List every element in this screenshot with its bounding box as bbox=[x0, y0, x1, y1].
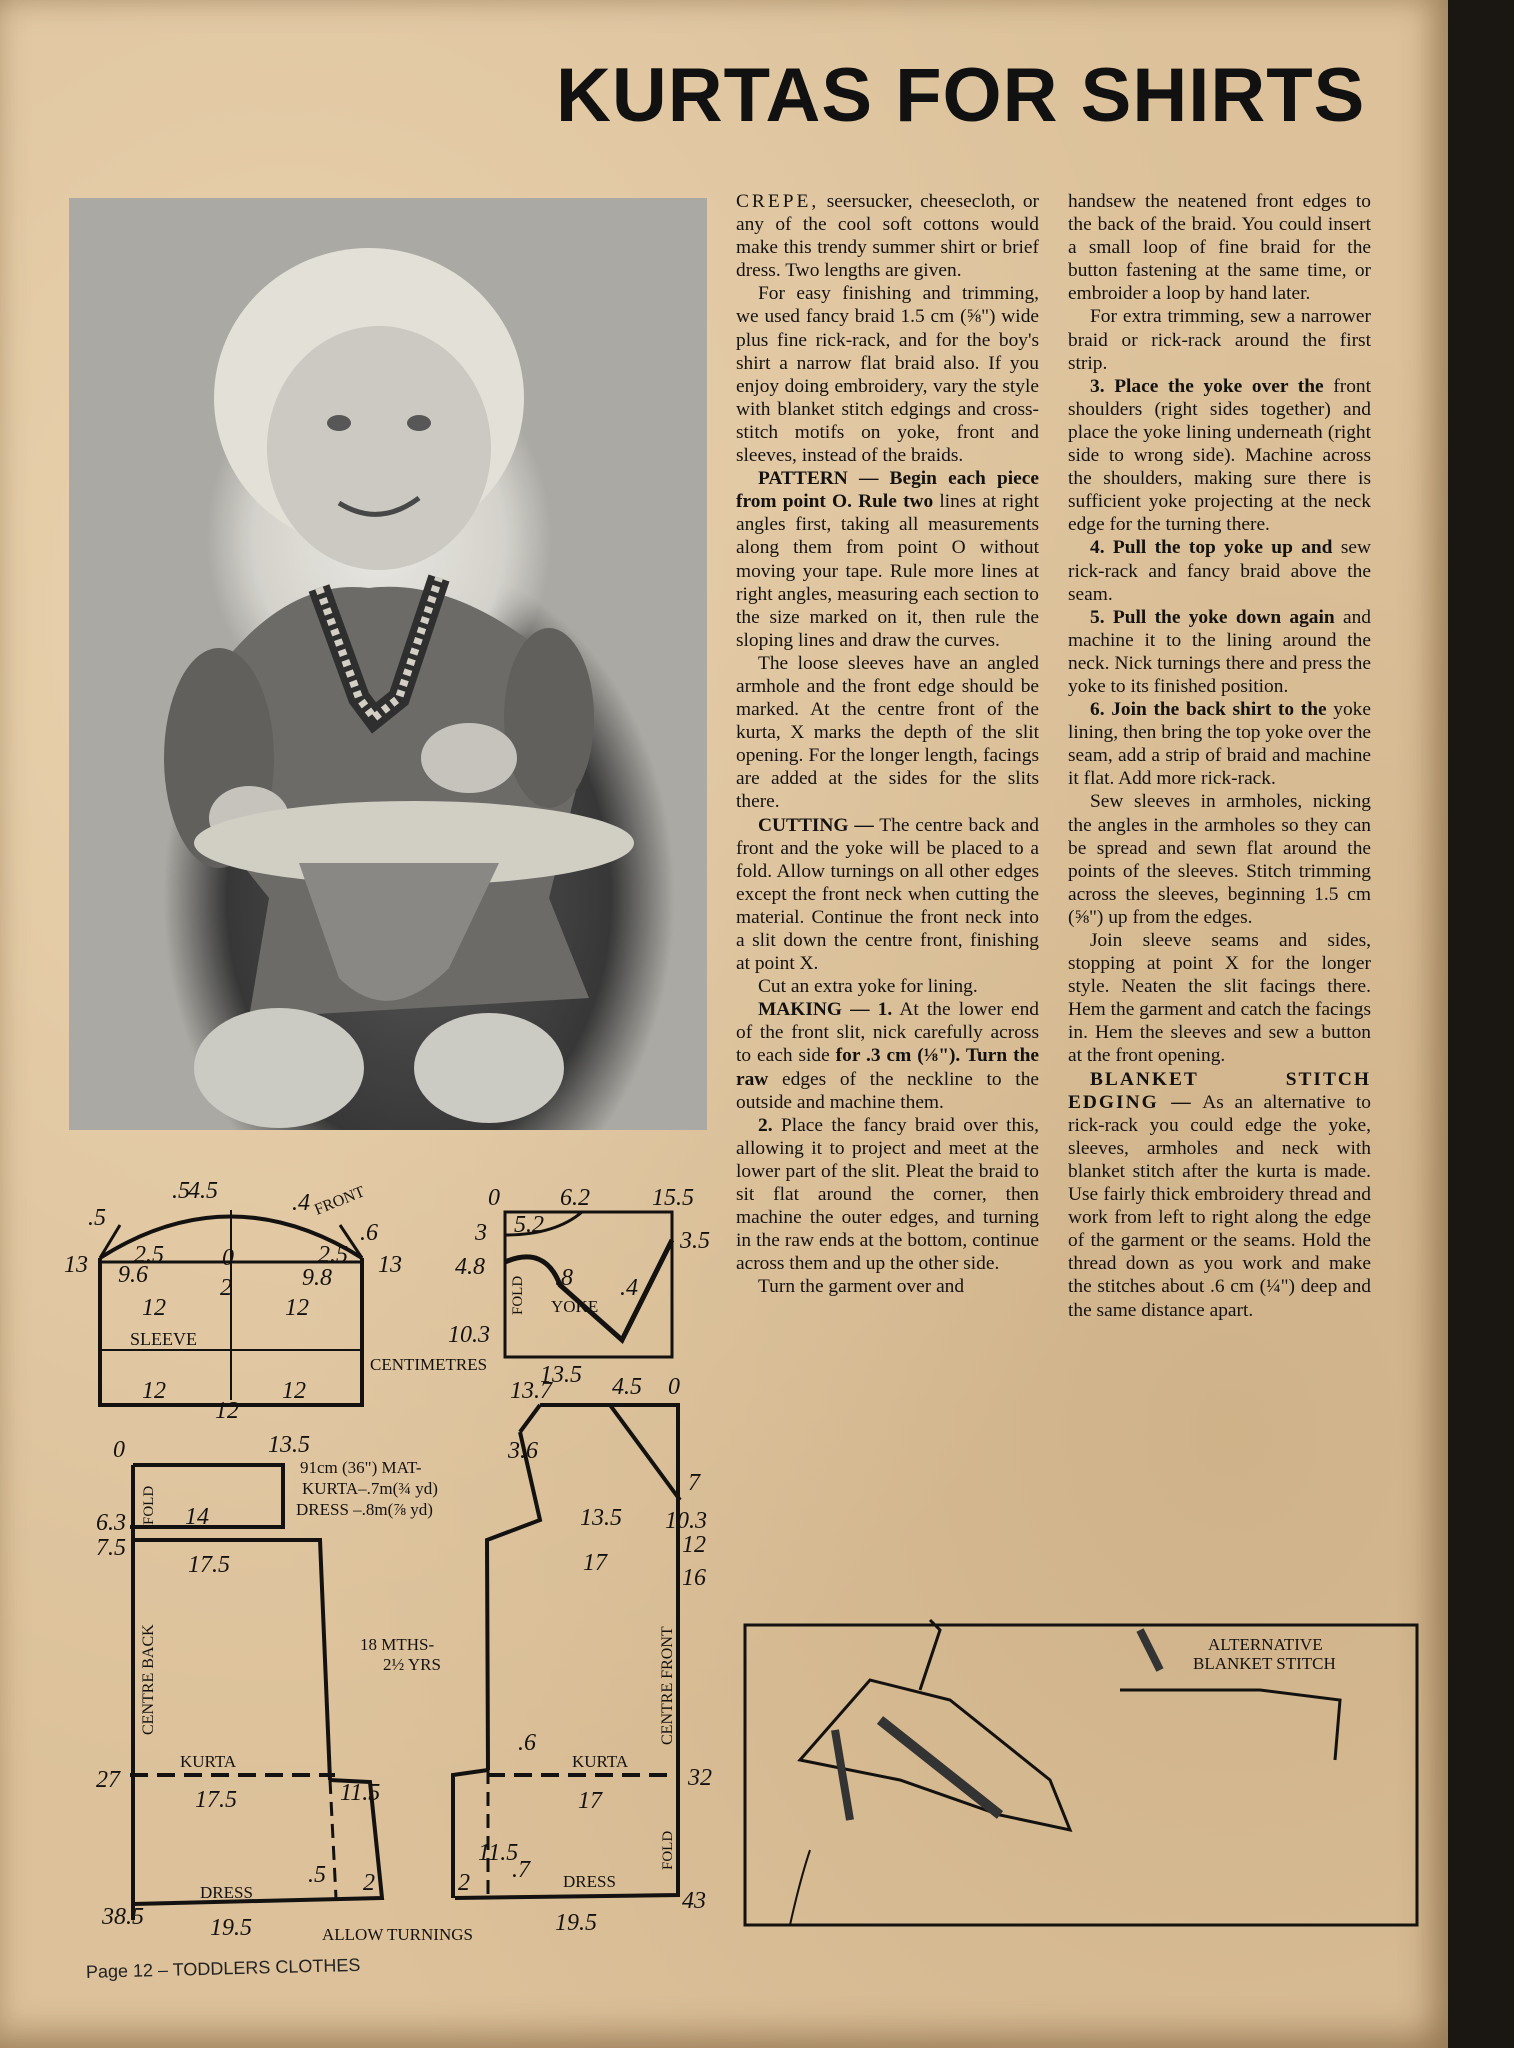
back-measurement: 19.5 bbox=[210, 1915, 252, 1941]
yoke-measurement: 15.5 bbox=[652, 1185, 694, 1211]
materials-line-2: KURTA–.7m(¾ yd) bbox=[302, 1479, 438, 1498]
paragraph-text: The centre back and front and the yoke will be placed to a fold. Allow turnings on all other edges except the front neck when cutting the material. Continue the front neck into a slit down the centre front, finishing at point X. bbox=[736, 814, 1040, 975]
materials-line-3: DRESS –.8m(⅞ yd) bbox=[296, 1500, 433, 1519]
front-fold-label: FOLD bbox=[660, 1830, 676, 1870]
sleeve-measurement: 2.5 bbox=[134, 1242, 164, 1268]
units-label: CENTIMETRES bbox=[370, 1355, 488, 1374]
yoke-measurement: .8 bbox=[555, 1265, 573, 1291]
front-pattern bbox=[453, 1405, 680, 1898]
front-measurement: 13.5 bbox=[580, 1505, 622, 1531]
paragraph-text: As an alternative to rick-rack you could edge the yoke, sleeves, armholes and neck with blanket stitch after the kurta is made. Use fairly thick embroidery thread and work from left to right along the edge of the garment or the seams. Hold the thread down as you work and make the stitches about .6 cm (¼") deep and the same distance apart. bbox=[1068, 1091, 1372, 1321]
paragraph-text: Cut an extra yoke for lining. bbox=[758, 976, 978, 998]
back-fold-label: FOLD bbox=[141, 1485, 157, 1525]
sleeve-measurement: 2 bbox=[220, 1275, 232, 1301]
paragraph-text: At the lower end of the front slit, nick carefully across to each side bbox=[736, 999, 1039, 1067]
step-number: 2. bbox=[758, 1114, 773, 1136]
back-measurement: 11.5 bbox=[340, 1780, 381, 1806]
front-measurement: 7 bbox=[688, 1470, 700, 1496]
back-kurta-label: KURTA bbox=[180, 1752, 237, 1771]
stitch-label-1: ALTERNATIVE bbox=[1208, 1635, 1323, 1654]
yoke-measurement: 10.3 bbox=[448, 1322, 490, 1348]
front-measurement: 3.6 bbox=[508, 1438, 538, 1464]
paragraph-text: Turn the garment over and bbox=[758, 1276, 965, 1298]
yoke-measurement: 6.2 bbox=[560, 1185, 590, 1211]
sleeve-measurement: 13 bbox=[64, 1252, 88, 1278]
paragraph-text: and machine it to the lining around the neck. Nick turnings there and press the yoke to its finished position. bbox=[1068, 606, 1371, 697]
paragraph-text: seersucker, cheesecloth, or any of the cool soft cottons would make this trendy summer shirt or brief dress. Two lengths are given. bbox=[736, 191, 1039, 282]
front-measurement: 17 bbox=[578, 1788, 602, 1814]
back-measurement: 13.5 bbox=[268, 1432, 310, 1458]
lead-word: CREPE, bbox=[736, 191, 820, 212]
front-measurement: 16 bbox=[682, 1565, 706, 1591]
yoke-measurement: 0 bbox=[488, 1185, 500, 1211]
front-measurement: 17 bbox=[583, 1550, 607, 1576]
yoke-title: YOKE bbox=[551, 1297, 599, 1316]
front-measurement: .6 bbox=[518, 1730, 536, 1756]
sleeve-pattern bbox=[100, 1210, 362, 1405]
sleeve-title: SLEEVE bbox=[130, 1329, 197, 1349]
size-line-2: 2½ YRS bbox=[383, 1655, 441, 1674]
step-5-bold: 5. Pull the yoke down again bbox=[1090, 606, 1335, 628]
paragraph-bold: Begin each piece from point O. Rule two bbox=[736, 468, 1039, 513]
yoke-fold-label: FOLD bbox=[510, 1275, 526, 1315]
back-measurement: 38.5 bbox=[102, 1904, 144, 1930]
stitch-label-2: BLANKET STITCH bbox=[1193, 1654, 1336, 1673]
back-measurement: 14 bbox=[185, 1504, 209, 1530]
paragraph-text: edges of the neckline to the outside and machine them. bbox=[736, 1068, 1039, 1113]
sleeve-measurement: 12 bbox=[142, 1295, 166, 1321]
paragraph-text: handsew the neatened front edges to the back of the braid. You could insert a small loop of fine braid for the button fastening at the same time, or embroider a loop by hand later. bbox=[1068, 191, 1371, 305]
size-line-1: 18 MTHS- bbox=[360, 1635, 435, 1654]
back-measurement: 27 bbox=[96, 1767, 120, 1793]
paragraph-text: Place the fancy braid over this, allowing it to project and meet at the lower part of the slit. Pleat the braid to sit flat around the corner, then machine the outer edges, and turning in the raw ends at the bottom, continue across them and up the other side. bbox=[736, 1114, 1040, 1275]
sleeve-measurement: 9.6 bbox=[118, 1262, 148, 1288]
front-measurement: 32 bbox=[688, 1765, 712, 1791]
paragraph-text: sew rick-rack and fancy braid above the seam. bbox=[1068, 537, 1371, 605]
sleeve-measurement: .5 bbox=[172, 1178, 190, 1204]
sleeve-measurement: 12 bbox=[285, 1295, 309, 1321]
front-kurta-label: KURTA bbox=[572, 1752, 629, 1771]
yoke-measurement: 13.5 bbox=[540, 1362, 582, 1388]
back-measurement: 17.5 bbox=[195, 1787, 237, 1813]
front-measurement: .7 bbox=[512, 1857, 530, 1883]
sleeve-measurement: 0 bbox=[222, 1245, 234, 1271]
back-measurement: 17.5 bbox=[188, 1552, 230, 1578]
back-measurement: 7.5 bbox=[96, 1535, 126, 1561]
sleeve-measurement: .4 bbox=[292, 1190, 310, 1216]
sleeve-measurement: .5 bbox=[88, 1205, 106, 1231]
step-4-bold: 4. Pull the top yoke up and bbox=[1090, 537, 1333, 559]
centre-front-label: CENTRE FRONT bbox=[659, 1626, 676, 1745]
centre-back-label: CENTRE BACK bbox=[140, 1624, 157, 1735]
front-measurement: 4.5 bbox=[612, 1374, 642, 1400]
paragraph-text: The loose sleeves have an angled armhole and the front edge should be marked. At the centre front of the kurta, X marks the depth of the slit opening. For the longer length, facings are added at the sides for the slits there. bbox=[736, 652, 1039, 813]
step-6-bold: 6. Join the back shirt to the bbox=[1090, 699, 1327, 721]
sleeve-measurement: 9.8 bbox=[302, 1265, 332, 1291]
front-measurement: 11.5 bbox=[478, 1840, 519, 1866]
page-footer: Page 12 – TODDLERS CLOTHES bbox=[85, 1954, 361, 1982]
paragraph-text: For easy finishing and trimming, we used fancy braid 1.5 cm (⅝") wide plus fine rick-rack, and for the boy's shirt a narrow flat braid also. If you enjoy doing embroidery, vary the style with blanket stitch edgings and cross-stitch motifs on yoke, front and sleeves, instead of the braids. bbox=[736, 283, 1039, 467]
section-heading-making: MAKING — 1. bbox=[758, 999, 893, 1021]
paragraph-text: front shoulders (right sides together) and place the yoke lining underneath (right side to wrong side). Machine across the shoulders, making sure there is sufficient yoke projecting at the neck edge for the turning there. bbox=[1068, 375, 1371, 536]
sleeve-measurement: 12 bbox=[142, 1378, 166, 1404]
back-measurement: 2 bbox=[363, 1870, 375, 1896]
yoke-measurement: .4 bbox=[620, 1275, 638, 1301]
section-heading-pattern: PATTERN — bbox=[758, 468, 879, 490]
section-heading-cutting: CUTTING — bbox=[758, 814, 874, 836]
section-heading-blanket-stitch: BLANKET STITCH EDGING — bbox=[1068, 1068, 1371, 1113]
front-measurement: 10.3 bbox=[665, 1508, 707, 1534]
sleeve-measurement: .6 bbox=[360, 1220, 378, 1246]
step-3-bold: 3. Place the yoke over the bbox=[1090, 375, 1324, 397]
paragraph-text: lines at right angles first, taking all measurements along them from point O without moving your tape. Rule more lines at right angles, measuring each section to the size marked on it, then rule the sloping lines and draw the curves. bbox=[736, 491, 1039, 651]
sleeve-measurement: 2.5 bbox=[318, 1242, 348, 1268]
sleeve-measurement: 12 bbox=[215, 1398, 239, 1424]
front-measurement: 43 bbox=[682, 1888, 706, 1914]
page-headline: KURTAS FOR SHIRTS bbox=[556, 53, 1366, 138]
yoke-measurement: 3.5 bbox=[680, 1228, 710, 1254]
paragraph-text: Sew sleeves in armholes, nicking the angles in the armholes so they can be spread and sewn flat around the points of the sleeves. Stitch trimming across the sleeves, beginning 1.5 cm (⅝") up from the edges. bbox=[1068, 791, 1371, 928]
front-measurement: 2 bbox=[458, 1870, 470, 1896]
front-measurement: 13.7 bbox=[510, 1378, 552, 1404]
paragraph-text: yoke lining, then bring the top yoke over the seam, add a strip of braid and machine it flat. Add more rick-rack. bbox=[1068, 699, 1371, 790]
sleeve-measurement: 4.5 bbox=[188, 1178, 218, 1204]
back-measurement: 0 bbox=[113, 1437, 125, 1463]
yoke-measurement: 4.8 bbox=[455, 1254, 485, 1280]
allow-turnings-label: ALLOW TURNINGS bbox=[322, 1925, 473, 1944]
back-measurement: 6.3 bbox=[96, 1510, 126, 1536]
back-pattern bbox=[130, 1465, 382, 1920]
front-measurement: 12 bbox=[682, 1532, 706, 1558]
back-dress-label: DRESS bbox=[200, 1883, 253, 1902]
front-dress-label: DRESS bbox=[563, 1872, 616, 1891]
materials-line-1: 91cm (36") MAT- bbox=[300, 1458, 422, 1477]
yoke-measurement: 5.2 bbox=[514, 1212, 544, 1238]
paragraph-bold: for .3 cm (⅛"). Turn the raw bbox=[736, 1045, 1039, 1090]
paragraph-text: For extra trimming, sew a narrower braid or rick-rack around the first strip. bbox=[1068, 306, 1371, 374]
sleeve-front-label: FRONT bbox=[312, 1183, 368, 1219]
yoke-measurement: 3 bbox=[475, 1220, 487, 1246]
back-measurement: .5 bbox=[308, 1862, 326, 1888]
sleeve-measurement: 13 bbox=[378, 1252, 402, 1278]
front-measurement: 19.5 bbox=[555, 1910, 597, 1936]
front-measurement: 0 bbox=[668, 1374, 680, 1400]
paragraph-text: Join sleeve seams and sides, stopping at point X for the longer style. Neaten the slit facings there. Hem the garment and catch the facings in. Hem the sleeves and sew a button at the front opening. bbox=[1068, 930, 1371, 1067]
sleeve-measurement: 12 bbox=[282, 1378, 306, 1404]
